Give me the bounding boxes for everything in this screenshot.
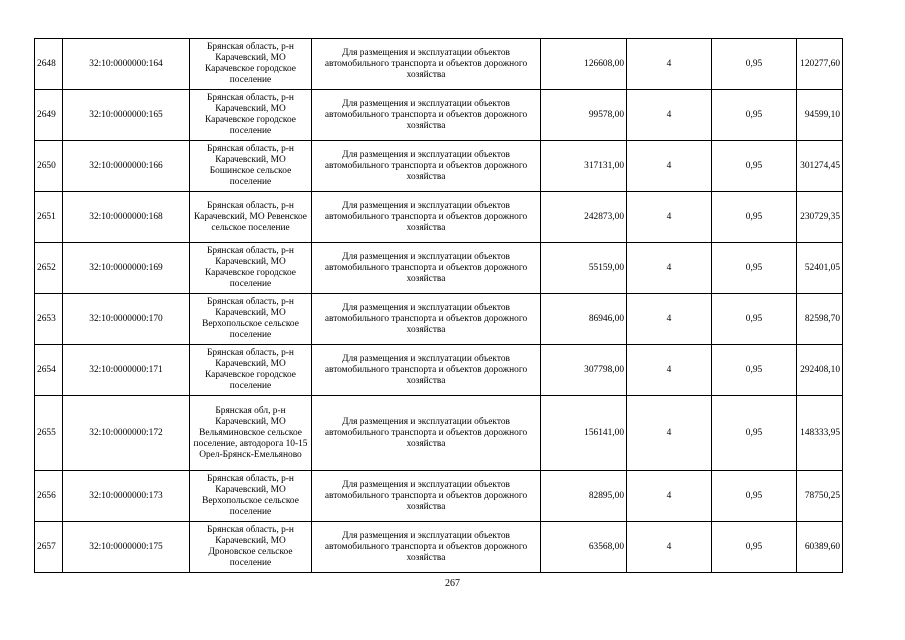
- cadastral-number: 32:10:0000000:173: [63, 471, 190, 522]
- cadastral-number: 32:10:0000000:171: [63, 345, 190, 396]
- row-number: 2651: [35, 192, 63, 243]
- rate-cell: 0,95: [712, 39, 797, 90]
- land-use-cell: Для размещения и эксплуатации объектов автомобильного транспорта и объектов дорожного хозяйства: [312, 471, 541, 522]
- land-use-cell: Для размещения и эксплуатации объектов автомобильного транспорта и объектов дорожного хозяйства: [312, 345, 541, 396]
- table-row: [35, 243, 843, 294]
- value-cell: 94599,10: [797, 90, 843, 141]
- area-cell: 63568,00: [541, 522, 627, 573]
- coefficient-cell: 4: [627, 243, 712, 294]
- table-row: [35, 471, 843, 522]
- table-row: [35, 141, 843, 192]
- table-body: [35, 39, 843, 573]
- coefficient-cell: 4: [627, 141, 712, 192]
- land-use-cell: Для размещения и эксплуатации объектов автомобильного транспорта и объектов дорожного хозяйства: [312, 396, 541, 471]
- row-number: 2650: [35, 141, 63, 192]
- row-number: 2655: [35, 396, 63, 471]
- row-number: 2649: [35, 90, 63, 141]
- land-use-cell: Для размещения и эксплуатации объектов автомобильного транспорта и объектов дорожного хозяйства: [312, 39, 541, 90]
- area-cell: 99578,00: [541, 90, 627, 141]
- rate-cell: 0,95: [712, 396, 797, 471]
- value-cell: 60389,60: [797, 522, 843, 573]
- rate-cell: 0,95: [712, 243, 797, 294]
- value-cell: 78750,25: [797, 471, 843, 522]
- table-row: [35, 522, 843, 573]
- table-row: [35, 396, 843, 471]
- coefficient-cell: 4: [627, 471, 712, 522]
- coefficient-cell: 4: [627, 39, 712, 90]
- address-cell: Брянская область, р-н Карачевский, МО Верхопольское сельское поселение: [190, 294, 312, 345]
- cadastral-number: 32:10:0000000:175: [63, 522, 190, 573]
- cadastral-number: 32:10:0000000:170: [63, 294, 190, 345]
- rate-cell: 0,95: [712, 522, 797, 573]
- value-cell: 292408,10: [797, 345, 843, 396]
- rate-cell: 0,95: [712, 471, 797, 522]
- address-cell: Брянская область, р-н Карачевский, МО Карачевское городское поселение: [190, 90, 312, 141]
- rate-cell: 0,95: [712, 90, 797, 141]
- value-cell: 301274,45: [797, 141, 843, 192]
- rate-cell: 0,95: [712, 192, 797, 243]
- cadastral-number: 32:10:0000000:166: [63, 141, 190, 192]
- row-number: 2648: [35, 39, 63, 90]
- table-row: [35, 294, 843, 345]
- area-cell: 55159,00: [541, 243, 627, 294]
- table-row: [35, 345, 843, 396]
- address-cell: Брянская область, р-н Карачевский, МО Карачевское городское поселение: [190, 243, 312, 294]
- table-row: [35, 90, 843, 141]
- area-cell: 86946,00: [541, 294, 627, 345]
- area-cell: 307798,00: [541, 345, 627, 396]
- row-number: 2656: [35, 471, 63, 522]
- page-number: 267: [445, 578, 460, 589]
- row-number: 2653: [35, 294, 63, 345]
- cadastral-number: 32:10:0000000:164: [63, 39, 190, 90]
- land-use-cell: Для размещения и эксплуатации объектов автомобильного транспорта и объектов дорожного хозяйства: [312, 90, 541, 141]
- address-cell: Брянская обл, р-н Карачевский, МО Вельяминовское сельское поселение, автодорога 10-15 Орел-Брянск-Емельяново: [190, 396, 312, 471]
- land-use-cell: Для размещения и эксплуатации объектов автомобильного транспорта и объектов дорожного хозяйства: [312, 243, 541, 294]
- rate-cell: 0,95: [712, 345, 797, 396]
- row-number: 2652: [35, 243, 63, 294]
- land-use-cell: Для размещения и эксплуатации объектов автомобильного транспорта и объектов дорожного хозяйства: [312, 522, 541, 573]
- coefficient-cell: 4: [627, 522, 712, 573]
- coefficient-cell: 4: [627, 294, 712, 345]
- address-cell: Брянская область, р-н Карачевский, МО Ревенское сельское поселение: [190, 192, 312, 243]
- land-use-cell: Для размещения и эксплуатации объектов автомобильного транспорта и объектов дорожного хозяйства: [312, 141, 541, 192]
- area-cell: 126608,00: [541, 39, 627, 90]
- land-use-cell: Для размещения и эксплуатации объектов автомобильного транспорта и объектов дорожного хозяйства: [312, 192, 541, 243]
- area-cell: 82895,00: [541, 471, 627, 522]
- cadastral-number: 32:10:0000000:169: [63, 243, 190, 294]
- value-cell: 52401,05: [797, 243, 843, 294]
- coefficient-cell: 4: [627, 345, 712, 396]
- cadastral-number: 32:10:0000000:168: [63, 192, 190, 243]
- cadastral-table: [34, 38, 843, 573]
- table-row: [35, 192, 843, 243]
- value-cell: 230729,35: [797, 192, 843, 243]
- row-number: 2657: [35, 522, 63, 573]
- address-cell: Брянская область, р-н Карачевский, МО Верхопольское сельское поселение: [190, 471, 312, 522]
- value-cell: 82598,70: [797, 294, 843, 345]
- address-cell: Брянская область, р-н Карачевский, МО Карачевское городское поселение: [190, 345, 312, 396]
- area-cell: 156141,00: [541, 396, 627, 471]
- land-use-cell: Для размещения и эксплуатации объектов автомобильного транспорта и объектов дорожного хозяйства: [312, 294, 541, 345]
- area-cell: 242873,00: [541, 192, 627, 243]
- cadastral-number: 32:10:0000000:172: [63, 396, 190, 471]
- value-cell: 148333,95: [797, 396, 843, 471]
- area-cell: 317131,00: [541, 141, 627, 192]
- coefficient-cell: 4: [627, 396, 712, 471]
- rate-cell: 0,95: [712, 141, 797, 192]
- cadastral-number: 32:10:0000000:165: [63, 90, 190, 141]
- address-cell: Брянская область, р-н Карачевский, МО Карачевское городское поселение: [190, 39, 312, 90]
- row-number: 2654: [35, 345, 63, 396]
- rate-cell: 0,95: [712, 294, 797, 345]
- coefficient-cell: 4: [627, 192, 712, 243]
- coefficient-cell: 4: [627, 90, 712, 141]
- address-cell: Брянская область, р-н Карачевский, МО Дроновское сельское поселение: [190, 522, 312, 573]
- address-cell: Брянская область, р-н Карачевский, МО Бошинское сельское поселение: [190, 141, 312, 192]
- value-cell: 120277,60: [797, 39, 843, 90]
- table-row: [35, 39, 843, 90]
